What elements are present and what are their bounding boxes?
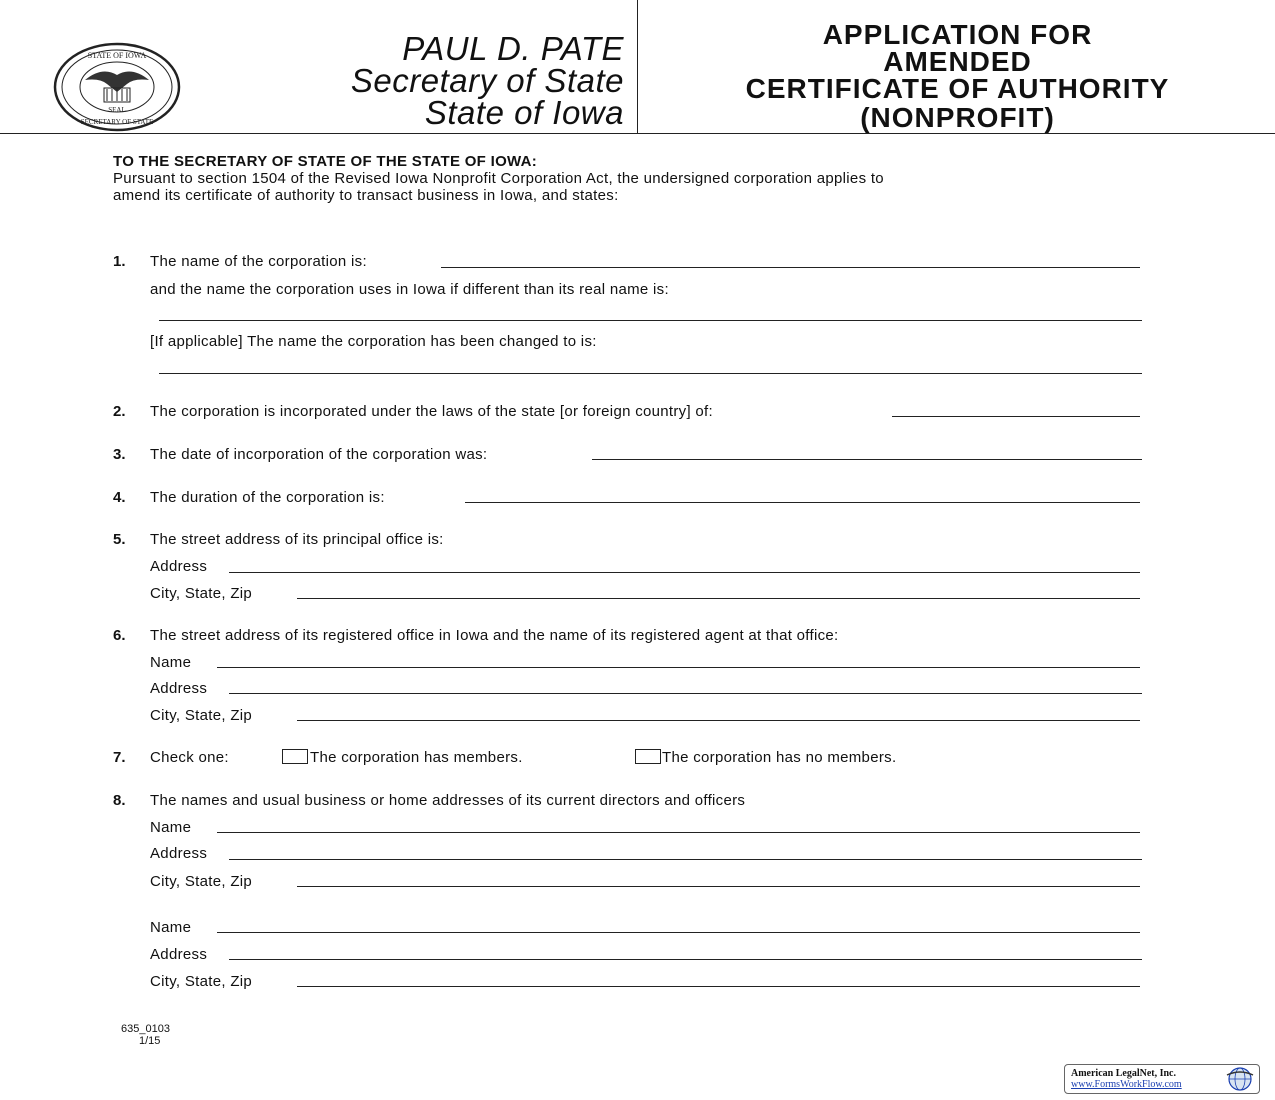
has-members-checkbox[interactable] [282,749,308,764]
no-members-label: The corporation has no members. [662,749,897,766]
principal-address-label: Address [150,558,208,575]
svg-text:STATE OF IOWA: STATE OF IOWA [87,51,147,60]
agent-address-label: Address [150,680,208,697]
form-id: 635_0103 [121,1023,170,1035]
item-2-label: The corporation is incorporated under the laws of the state [or foreign country] of: [150,403,713,420]
principal-address-field[interactable] [229,572,1140,573]
item-1-label: The name of the corporation is: [150,253,367,270]
agent-city-field[interactable] [297,720,1140,721]
iowa-name-field[interactable] [159,320,1142,321]
principal-city-label: City, State, Zip [150,585,253,602]
director-2-city-label: City, State, Zip [150,973,253,990]
director-1-name-label: Name [150,819,192,836]
item-3-label: The date of incorporation of the corporation was: [150,446,488,463]
duration-field[interactable] [465,502,1140,503]
director-1-address-field[interactable] [229,859,1142,860]
secretary-title: Secretary of State [350,62,624,99]
agent-name-label: Name [150,654,192,671]
item-5-label: The street address of its principal office is: [150,531,444,548]
agent-address-field[interactable] [229,693,1142,694]
publisher-url[interactable]: www.FormsWorkFlow.com [1071,1079,1182,1090]
director-1-city-field[interactable] [297,886,1140,887]
form-revision: 1/15 [139,1035,161,1047]
item-7-label: Check one: [150,749,229,766]
item-8-label: The names and usual business or home addresses of its current directors and officers [150,792,746,809]
director-1-name-field[interactable] [217,832,1140,833]
principal-city-field[interactable] [297,598,1140,599]
has-members-label: The corporation has members. [310,749,523,766]
item-4-label: The duration of the corporation is: [150,489,385,506]
state-name: State of Iowa [424,94,624,131]
item-2-number: 2. [113,403,126,420]
item-6-number: 6. [113,627,126,644]
form-title-line4: (NONPROFIT) [860,102,1055,133]
state-of-incorporation-field[interactable] [892,416,1140,417]
intro-line-2: amend its certificate of authority to transact business in Iowa, and states: [113,187,619,204]
globe-icon [1223,1066,1257,1092]
item-1-changed-name-label: [If applicable] The name the corporation has been changed to is: [150,333,597,350]
item-5-number: 5. [113,531,126,548]
corporation-name-field[interactable] [441,267,1140,268]
form-title-line3: CERTIFICATE OF AUTHORITY [745,73,1170,104]
header-divider [637,0,638,134]
director-2-address-label: Address [150,946,208,963]
state-seal-logo [52,42,182,132]
director-1-city-label: City, State, Zip [150,873,253,890]
form-title-line1: APPLICATION FOR [822,19,1093,50]
intro-heading: TO THE SECRETARY OF STATE OF THE STATE OF IOWA: [113,153,538,170]
no-members-checkbox[interactable] [635,749,661,764]
secretary-name: PAUL D. PATE [402,30,624,67]
director-2-name-label: Name [150,919,192,936]
item-4-number: 4. [113,489,126,506]
item-3-number: 3. [113,446,126,463]
publisher-badge[interactable] [1064,1064,1260,1094]
publisher-name: American LegalNet, Inc. [1071,1068,1176,1079]
incorporation-date-field[interactable] [592,459,1142,460]
agent-name-field[interactable] [217,667,1140,668]
item-1-number: 1. [113,253,126,270]
director-2-address-field[interactable] [229,959,1142,960]
director-2-name-field[interactable] [217,932,1140,933]
item-8-number: 8. [113,792,126,809]
svg-text:SEAL: SEAL [108,106,126,114]
svg-text:SECRETARY OF STATE: SECRETARY OF STATE [80,118,154,126]
director-2-city-field[interactable] [297,986,1140,987]
item-1-alt-name-label: and the name the corporation uses in Iowa if different than its real name is: [150,281,669,298]
director-1-address-label: Address [150,845,208,862]
item-7-number: 7. [113,749,126,766]
intro-line-1: Pursuant to section 1504 of the Revised Iowa Nonprofit Corporation Act, the undersigned corporation applies to [113,170,884,187]
agent-city-label: City, State, Zip [150,707,253,724]
changed-name-field[interactable] [159,373,1142,374]
form-title-line2: AMENDED [883,46,1032,77]
item-6-label: The street address of its registered office in Iowa and the name of its registered agent at that office: [150,627,839,644]
